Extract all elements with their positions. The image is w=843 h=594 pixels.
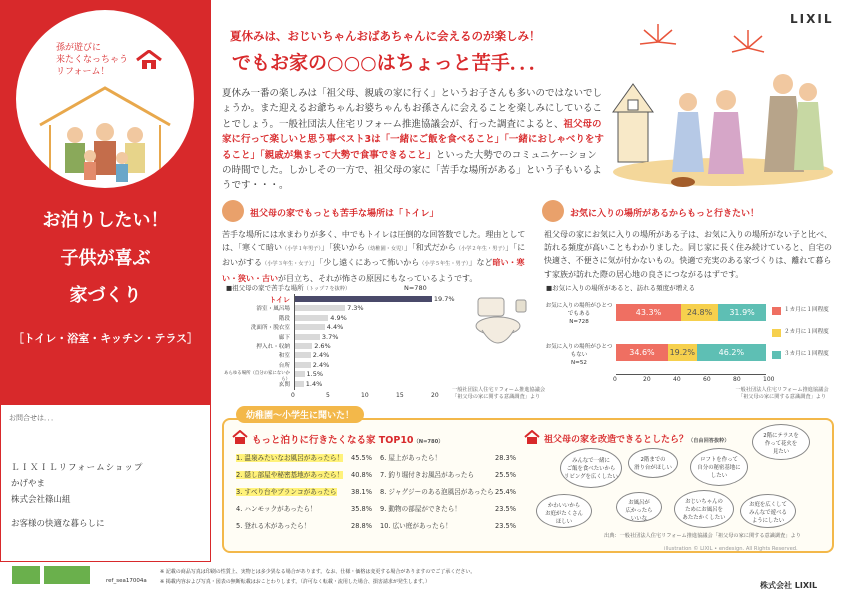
left-title-2: 子供が喜ぶ [60, 248, 151, 269]
chart2-legend [772, 306, 829, 358]
rank-label: 7. 釣り堀付きお風呂があったら [380, 471, 475, 479]
chart2-axis [616, 374, 766, 375]
house-small-icon [232, 430, 248, 444]
speech-bubble: お庭を広くして みんなで遊べる ようにしたい [740, 494, 796, 528]
rank-value: 28.8% [351, 522, 372, 530]
chart2-row2-text: お気に入りの場所がひとつもない [545, 344, 613, 358]
legend-swatch-1 [772, 307, 781, 315]
legend-swatch-2 [772, 329, 781, 337]
chart1-category-label: 台所 [278, 362, 290, 369]
chart2-segment: 19.2% [668, 344, 697, 361]
survey-badge: 幼稚園～小学生に聞いた！ [236, 406, 364, 423]
legend-item-1 [772, 306, 829, 314]
headline: でもお家の○○○はちょっと苦手．．． [232, 52, 548, 74]
legend-item-2 [772, 328, 829, 336]
chart1-sub: （トップ７を抜粋） [303, 286, 351, 292]
top10-n: （N=780） [413, 439, 444, 445]
chart2-row2-n: N=52 [571, 360, 587, 366]
rank-label: 9. 動物の部屋ができたら！ [380, 505, 461, 513]
chart2-tick-label: 100 [763, 376, 775, 383]
contact-box [0, 404, 211, 562]
grandparents-illustration [608, 22, 838, 194]
remodel-title [544, 432, 730, 445]
speech-bubble: おじいちゃんの ためにお風呂を あたたかくしたい [674, 490, 734, 528]
chart2-segment: 34.6% [616, 344, 668, 361]
speech-bubble: 2階までの 滑り台がほしい [628, 448, 678, 478]
house-icon [136, 50, 162, 70]
shop-slogan: お客様の快適な暮らしに [11, 519, 105, 529]
family-illustration [30, 80, 180, 185]
chart1-bar [294, 352, 311, 358]
sec1-body-3: 」「和式だから [403, 243, 456, 253]
chart1-value-label: 1.4% [305, 379, 323, 388]
chart1-n: N=780 [404, 284, 427, 292]
chart1-category-label: 廊下 [278, 334, 290, 341]
sec1-body-2: 」「狭いから [320, 243, 365, 253]
chart2-tick-label: 20 [643, 376, 651, 383]
sec2-title: お気に入りの場所があるからもっと行きたい！ [570, 209, 760, 219]
sec1-note-1: （小学１年男子） [282, 246, 321, 253]
hero-circle [16, 10, 194, 188]
sec1-body-7: が目立ち、それが怖さの原因にもなっているようです。 [278, 273, 478, 283]
intro-highlight: 祖父母の家に行って楽しいと思う事ベスト3は「一緒にご飯を食べること」「一緒におしゃべりをすること」「親戚が集まって大勢で食事できること」 [222, 118, 604, 161]
rank-label: 8. ジャグジーのある泡風呂があったら [380, 488, 494, 496]
chart1-tick-label: 15 [396, 392, 404, 399]
chart2-row1-text: お気に入りの場所がひとつでもある [545, 303, 613, 317]
chart2-title: ■お気に入りの場所があると、訪れる頻度が増える [546, 284, 696, 292]
chart2-row1-label [544, 302, 614, 326]
rank-item [236, 452, 372, 464]
chart1-category-label: トイレ [269, 296, 290, 304]
sec1-title: 祖父母の家でもっとも苦手な場所は「トイレ」 [250, 209, 439, 219]
rank-label: 6. 屋上があったら！ [380, 454, 442, 462]
toilet-illustration [468, 296, 532, 358]
chart2-area [613, 296, 775, 386]
chart1-value-label: 1.5% [306, 370, 324, 379]
chart1-value-label: 4.4% [326, 323, 344, 332]
chart2-segment: 43.3% [616, 304, 681, 321]
speech-bubble: ロフトを作って 自分の秘密基地に したい [690, 448, 748, 486]
shop-name-3: 株式会社篠山組 [11, 495, 71, 505]
chart1-axis [294, 294, 295, 390]
chart1-category-label: 押入れ・収納 [256, 344, 290, 350]
rank-item [236, 520, 372, 532]
top10-title [252, 432, 443, 446]
speech-bubble: 2階にテラスを 作って花火を 見たい [752, 424, 810, 460]
illustration-credit: illustration © LIXIL • endesign. All Rights Reserved. [664, 546, 798, 552]
ref-code: ref_sea17004a [106, 578, 147, 584]
chart1-bar [294, 324, 325, 330]
legend-swatch-3 [772, 351, 781, 359]
chart1-tick-label: 10 [361, 392, 369, 399]
chart1-bar [294, 343, 312, 349]
chart1-category-label: 玄関 [278, 381, 290, 388]
rank-label: 1. 温泉みたいなお風呂があったら！ [236, 454, 344, 462]
eco-label-icon [44, 566, 90, 584]
legend-item-3 [772, 350, 829, 358]
legend-label-3: ３カ月に１回程度 [784, 351, 829, 357]
rank-value: 38.1% [351, 488, 372, 496]
boy-avatar-icon [222, 200, 244, 222]
chart1-bar [294, 381, 304, 387]
house-small-icon-2 [524, 430, 540, 444]
chart1-bar [294, 371, 305, 377]
sec1-body [222, 228, 532, 285]
sec1-note-4: （小学３年生・女子） [262, 261, 312, 268]
chart1-category-label: 階段 [278, 315, 290, 322]
rank-item [236, 503, 372, 515]
chart1-source: 一般社団法人住宅リフォーム推進協議会 「祖父母の家に関する意識調査」より [452, 387, 546, 400]
chart1-bar [294, 362, 311, 368]
corp-name: 株式会社 LIXIL [760, 581, 818, 590]
chart1-value-label: 2.4% [312, 360, 330, 369]
rank-value: 25.4% [495, 488, 516, 496]
chart2-row2-label [544, 343, 614, 367]
chart1-category-label: 洗面所・脱衣室 [250, 325, 290, 332]
rank-label: 4. ハンモックがあったら！ [236, 505, 317, 513]
rank-label: 3. すべり台やブランコがあったら [236, 488, 337, 496]
sec1-body-6: 」など [468, 258, 493, 268]
intro-part-1: 夏休み一番の楽しみは「祖父母、親戚の家に行く」というお子さんも多いのではないでしょうか。また迎えるお爺ちゃんお婆ちゃんもお孫さんに会えることを楽しみにしていることでしょう。一般社団法人住宅リフォーム推進協議会が、行った調査によると、 [222, 88, 603, 130]
child-avatar-icon [542, 200, 564, 222]
chart1-value-label: 2.6% [314, 342, 331, 350]
rank-value: 28.3% [495, 454, 516, 462]
rank-item [380, 486, 516, 498]
rank-item [380, 469, 516, 481]
chart1-value-label: 19.7% [433, 295, 455, 303]
speech-bubble: お風呂が 広かったら いいな [616, 492, 662, 522]
shop-name-1: ＬＩＸＩＬリフォームショップ [11, 463, 144, 473]
sec1-body-4: 」「においがする [222, 243, 526, 268]
rank-value: 45.5% [351, 454, 372, 462]
sec1-body-1: 苦手な場所には水まわりが多く、中でもトイレは圧倒的な回答数でした。理由としては、「寒くて暗い [222, 230, 526, 253]
rank-label: 10. 広い庭があったら！ [380, 522, 452, 530]
chart1-bar [294, 334, 320, 340]
remodel-title-sub: （自由回答抜粋） [688, 438, 730, 444]
chart2-tick-label: 40 [673, 376, 681, 383]
rank-item [236, 486, 372, 498]
rank-label: 5. 登れる木があったら！ [236, 522, 311, 530]
left-subtitle: ［トイレ・浴室・キッチン・テラス］ [12, 332, 199, 345]
sec2-body: 祖父母の家にお気に入りの場所がある子は、お気に入りの場所がない子と比べ、訪れる頻度が高いこともわかりました。同じ家に長く住み続けていると、自宅の快適さ、不便さに気が付かないもの。快適で充実のある家づくりは、離れて暮らす家族が訪れた際の居心地の良さにつながるはずです。 [544, 230, 832, 279]
contact-label: お問合せは．．． [9, 414, 58, 422]
eco-mark-icon [12, 566, 40, 584]
left-title-1: お泊りしたい！ [42, 210, 169, 231]
chart2-tick-label: 80 [733, 376, 741, 383]
rank-value: 25.5% [495, 471, 516, 479]
intro-part-3: といった大勢でのコミュニケーションの時間でした。しかしその一方で、祖父母の家に「苦手な場所がある」という子もいるようです・・・。 [222, 149, 602, 192]
chart2-segment: 24.8% [681, 304, 718, 321]
chart1-title [226, 283, 350, 292]
top10-title-text: もっと泊りに行きたくなる家 TOP10 [252, 435, 414, 446]
speech-bubble: かわいいから お庭がたくさん ほしい [536, 494, 592, 528]
rank-item [380, 520, 516, 532]
footer-note-1: ※ 記載の商品写真は印刷の性質上、実物とは多少異なる場合があります。なお、仕様・価格は変更する場合がありますのでご了承ください。 [160, 569, 476, 575]
chart2-tick-label: 60 [703, 376, 711, 383]
chart1-value-label: 7.3% [347, 304, 364, 313]
rank-value: 35.8% [351, 505, 372, 513]
intro-paragraph [222, 86, 604, 194]
chart1-value-label: 2.4% [312, 351, 330, 360]
sec1-body-5: 」「少し遠くにあって怖いから [311, 258, 420, 268]
ranks-right [380, 452, 516, 537]
speech-bubble: みんなで一緒に ご飯を食べたいから リビングを広くしたい [560, 448, 622, 488]
sec1-note-5: （小学５年生・男子） [419, 261, 469, 268]
tagline: 孫が遊びに 来たくなっちゃう リフォーム！ [56, 43, 129, 77]
chart1-tick-label: 0 [291, 392, 295, 399]
sec1-note-2: （幼稚園・女児） [364, 246, 404, 253]
rank-label: 2. 隠し部屋や秘密基地があったら！ [236, 471, 344, 479]
rank-item [380, 503, 516, 515]
shop-name-2: かげやま [11, 479, 46, 489]
chart1-value-label: 4.9% [330, 313, 347, 322]
sec1-keywords: 暗い・寒い・狭い・古い [222, 258, 525, 283]
chart1-area [222, 295, 455, 406]
chart1-category-label: 浴室・風呂場 [256, 306, 290, 313]
left-title-3: 家づくり [69, 285, 142, 306]
rank-value: 23.5% [495, 522, 516, 530]
chart2-row1-n: N=728 [569, 319, 589, 325]
legend-label-2: ２カ月に１回程度 [784, 329, 829, 335]
ranks-left [236, 452, 372, 537]
left-panel [0, 0, 211, 404]
rank-item [380, 452, 516, 464]
lead-text: 夏休みは、おじいちゃんおばあちゃんに会えるのが楽しみ！ [230, 29, 541, 43]
chart1-bar [294, 315, 328, 321]
chart1-title-text: ■祖父母の家で苦手な場所 [226, 284, 304, 292]
chart1-bar [294, 296, 432, 302]
rank-item [236, 469, 372, 481]
brand-logo: LIXIL [790, 12, 834, 26]
chart2-tick-label: 0 [613, 376, 617, 383]
chart1-tick-label: 20 [431, 392, 439, 399]
chart2-segment: 31.9% [718, 304, 766, 321]
chart1-category-label: 和室 [278, 353, 290, 360]
remodel-source: 出典：一般社団法人住宅リフォーム推進協議会「祖父母の家に関する意識調査」より [604, 533, 801, 539]
chart2-segment: 46.2% [697, 344, 766, 361]
legend-label-1: １カ月に１回程度 [784, 307, 829, 313]
chart1-value-label: 3.7% [321, 332, 339, 341]
chart1-category-label: あらゆる場所（自分の家にないから） [224, 371, 290, 383]
footer-note-2: ※ 掲載内容および写真・図表の無断転載はおことわりします。（許可なく転載・流用した場合、損害請求が発生します。） [160, 579, 430, 585]
chart1-bar [294, 305, 345, 311]
sec1-note-3: （小学２年生・男子） [455, 246, 506, 253]
rank-value: 40.8% [351, 471, 372, 479]
chart1-tick-label: 5 [326, 392, 330, 399]
remodel-title-text: 祖父母の家を改造できるとしたら？ [544, 435, 689, 445]
chart2-source: 一般社団法人住宅リフォーム推進協議会 「祖父母の家に関する意識調査」より [735, 387, 829, 400]
rank-value: 23.5% [495, 505, 516, 513]
